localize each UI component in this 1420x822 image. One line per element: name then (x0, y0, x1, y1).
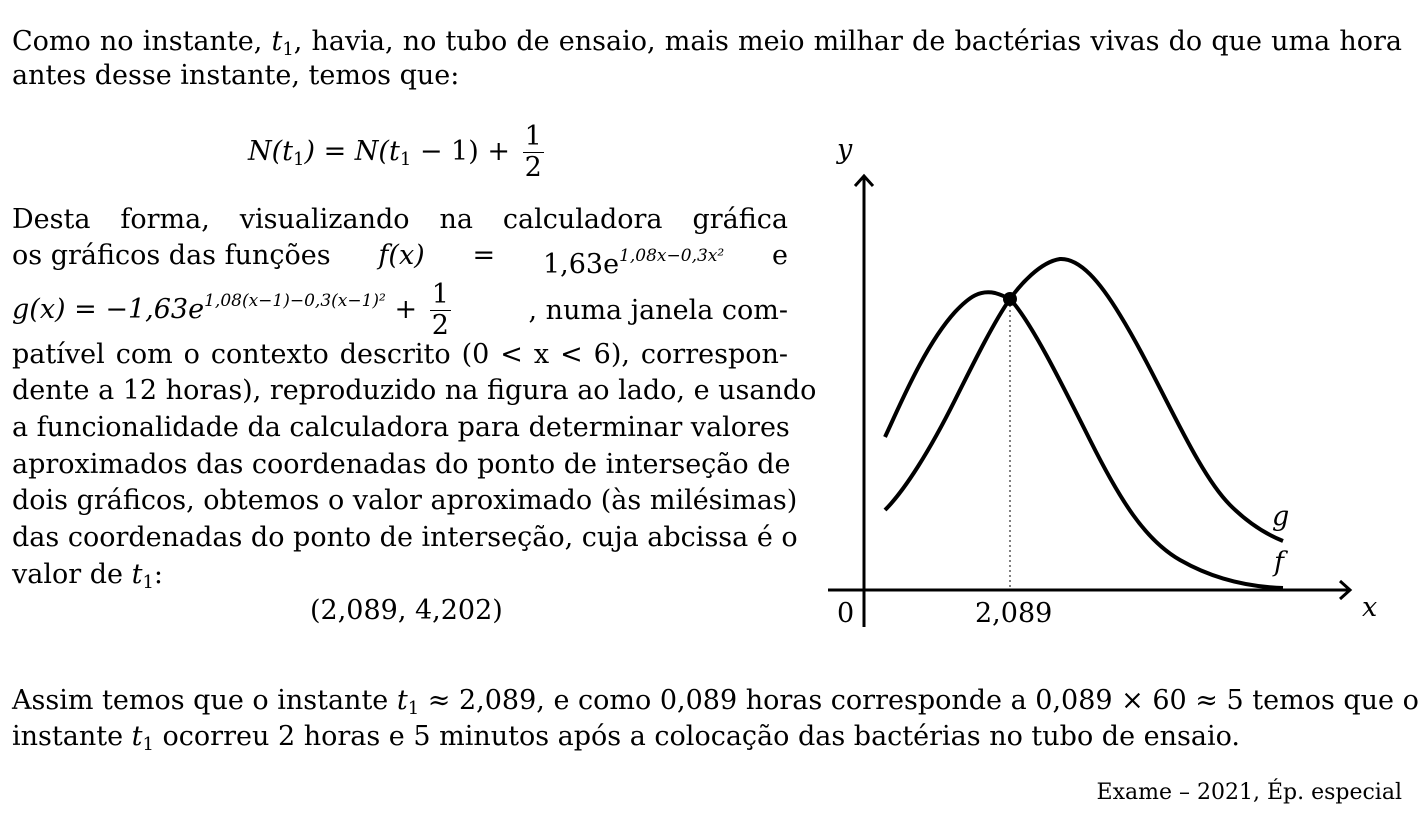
body-line-4: patível com o contexto descrito (0 < x < 6), correspon- (12, 339, 788, 370)
source-citation: Exame – 2021, Ép. especial (1096, 780, 1402, 805)
body-line-7: aproximados das coordenadas do ponto de interseção de (12, 449, 791, 480)
body-line-3: $g(x) = -1,63e^{1,08(x-1)-0,3(x-1)^2}$ + $\frac{1}{2}$ , numa janela com- (12, 279, 788, 341)
intro-line-1: Como no instante, $t_1$, havia, no tubo de ensaio, mais meio milhar de bactérias vivas do que uma hora (12, 26, 1402, 60)
x-tick-label: 2,089 (975, 598, 1053, 629)
fraction-one-half-g: $\frac{1}{2}$ (431, 279, 449, 341)
fraction-one-half: $\frac{1}{2}$ (524, 121, 542, 183)
intersection-point: (2,089, 4,202) (310, 595, 503, 626)
y-axis-label: y (837, 134, 853, 165)
x-axis-label: x (1362, 592, 1378, 623)
equation: $N(t_1) = N(t_1 - 1)$ + $\frac{1}{2}$ (248, 121, 542, 183)
curve-f (885, 299, 1283, 588)
curve-g (885, 259, 1283, 541)
conclusion-line-1: Assim temos que o instante $t_1 \approx 2,089$, e como 0,089 horas corresponde a 0,089 × 60 ≈ 5 temos que o (12, 685, 1419, 719)
curve-g-label: g (1272, 501, 1290, 532)
body-line-5: dente a 12 horas), reproduzido na figura ao lado, e usando (12, 375, 817, 406)
origin-label: 0 (837, 598, 855, 629)
body-line-9: das coordenadas do ponto de interseção, cuja abcissa é o (12, 522, 798, 553)
body-line-1: Desta forma, visualizando na calculadora gráfica (12, 204, 788, 235)
conclusion-line-2: instante $t_1$ ocorreu 2 horas e 5 minutos após a colocação das bactérias no tubo de ensaio. (12, 721, 1240, 755)
body-line-8: dois gráficos, obtemos o valor aproximado (às milésimas) (12, 485, 798, 516)
intersection-marker (1003, 292, 1017, 306)
intro-line-2: antes desse instante, temos que: (12, 60, 460, 91)
body-line-2: os gráficos das funções f(x) = $1,63e^{1,08x-0,3x^2}$ e (12, 240, 788, 280)
body-line-6: a funcionalidade da calculadora para determinar valores (12, 412, 790, 443)
t1-symbol: $t_1$ (271, 26, 294, 60)
curve-f-label: f (1274, 547, 1284, 578)
body-line-10: valor de $t_1$: (12, 559, 164, 593)
